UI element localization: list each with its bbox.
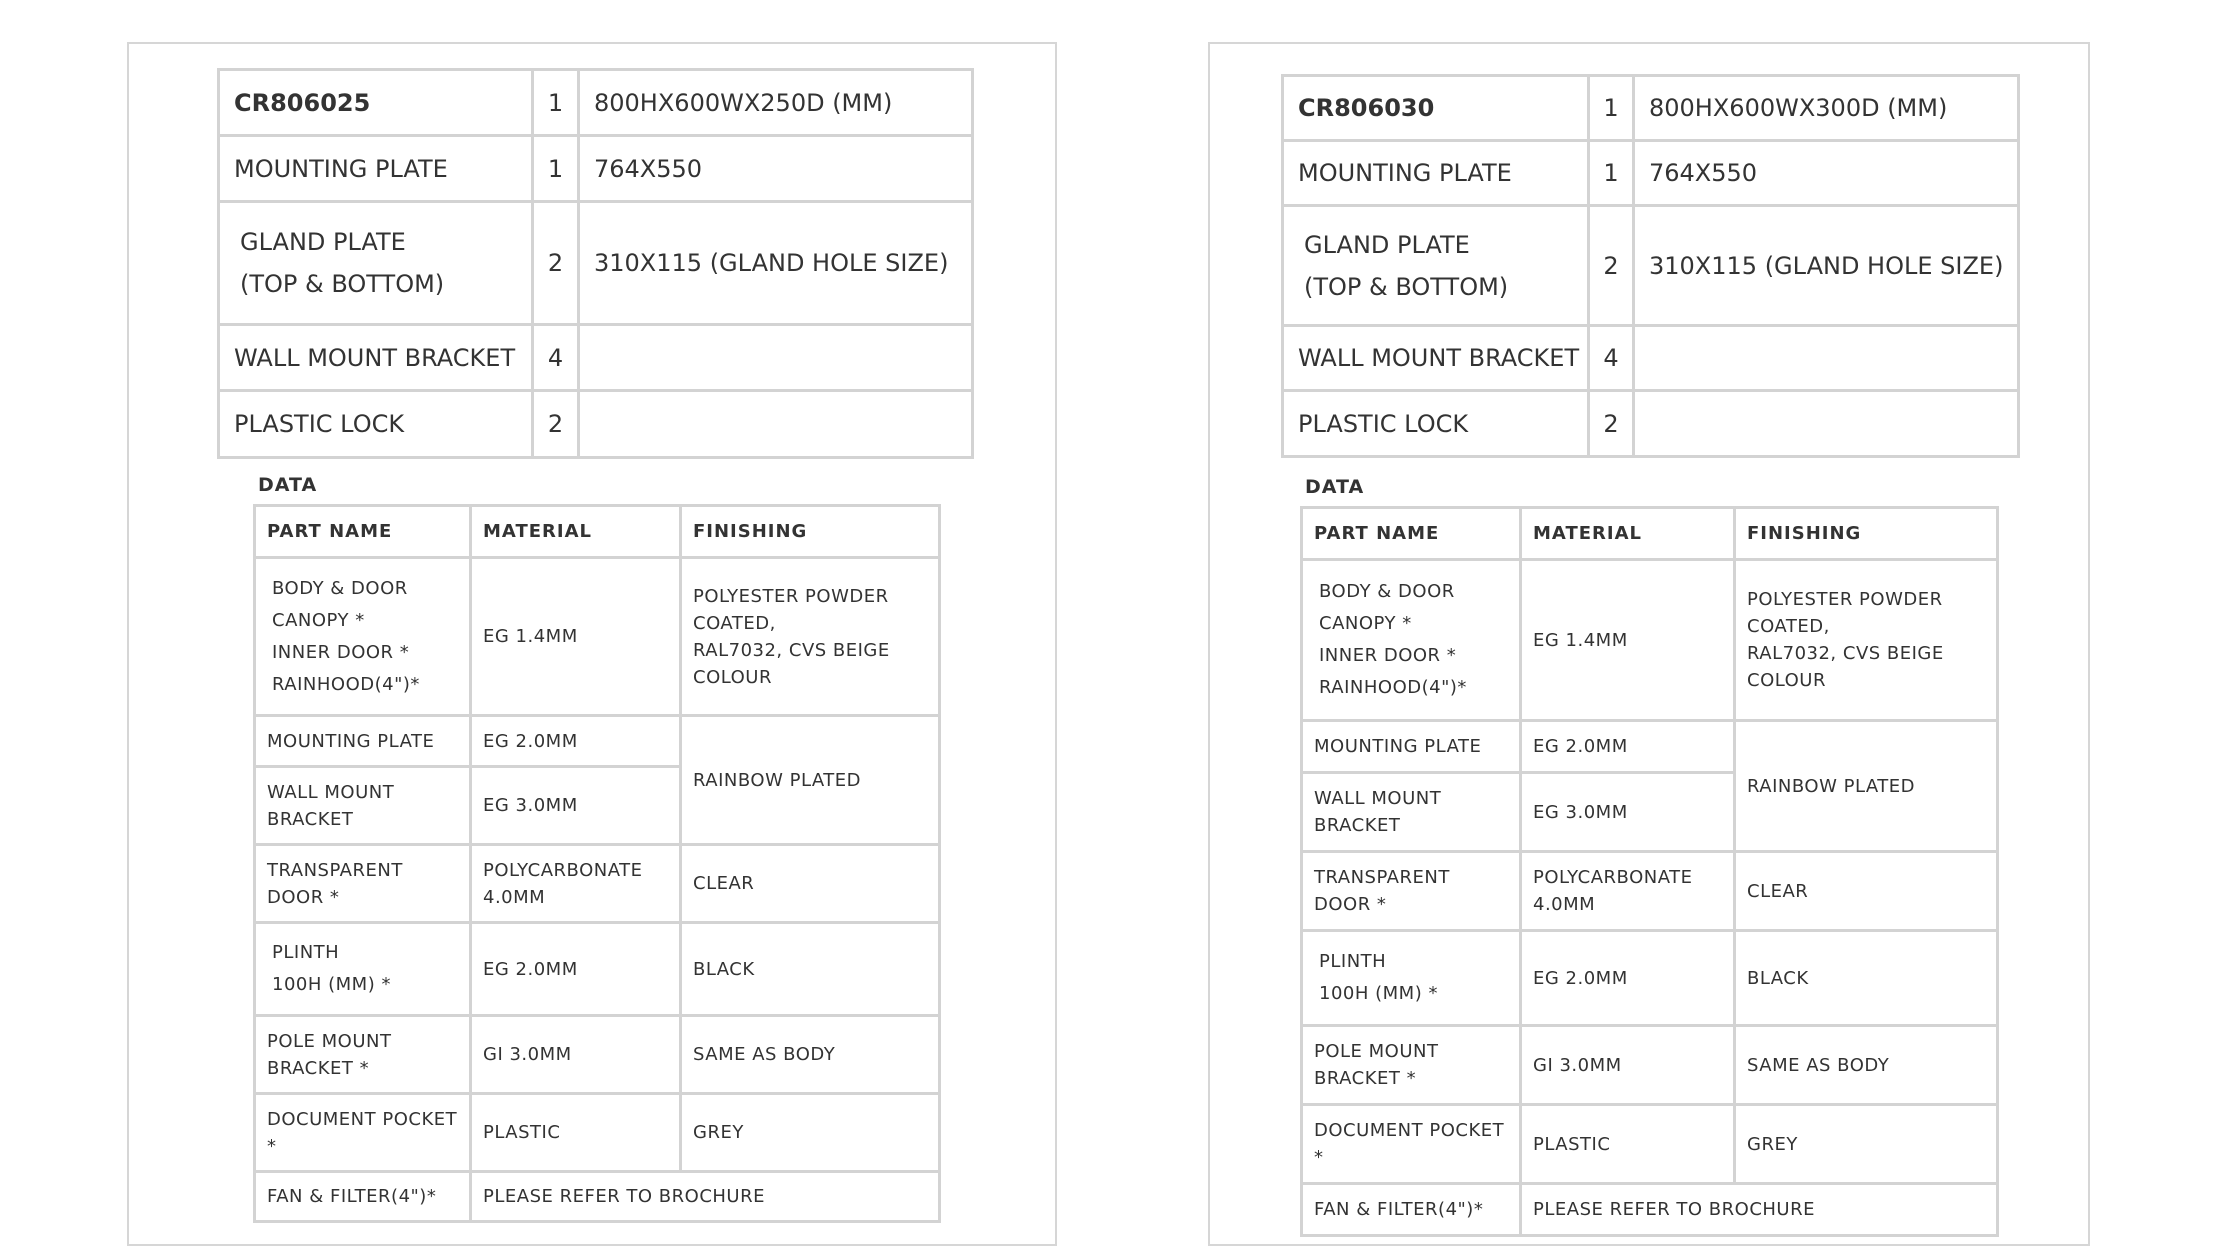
material-cell: GI 3.0MM (1521, 1026, 1735, 1105)
finishing-cell: RAINBOW PLATED (681, 716, 940, 845)
finishing-cell: RAINBOW PLATED (1735, 721, 1998, 852)
part-line: * (1314, 1147, 1324, 1168)
spec-row (219, 202, 973, 325)
part-line: PLINTH (1319, 951, 1387, 972)
part-line: POLE MOUNT (1314, 1041, 1439, 1062)
part-name-cell (1302, 560, 1521, 721)
spec-row (219, 325, 973, 391)
spec-row (1283, 76, 2019, 141)
part-line: TRANSPARENT (267, 859, 403, 881)
dimension-cell: 800HX600WX300D (MM) (1634, 76, 2019, 141)
material-cell: EG 2.0MM (471, 716, 681, 767)
part-name-cell: MOUNTING PLATE (1302, 721, 1521, 773)
material-cell: PLASTIC (471, 1094, 681, 1172)
qty-cell: 1 (533, 136, 579, 202)
finish-line: RAL7032, CVS BEIGE (693, 639, 890, 661)
material-data-table (1300, 506, 1999, 1237)
part-line: BRACKET (267, 808, 354, 830)
part-name-cell (255, 923, 471, 1016)
part-name-cell (1302, 773, 1521, 852)
material-line: POLYCARBONATE (483, 859, 643, 881)
dimension-cell: 800HX600WX250D (MM) (579, 70, 973, 136)
table-row (255, 1172, 940, 1222)
spec-row (1283, 326, 2019, 391)
item-name: MOUNTING PLATE (1283, 141, 1589, 206)
item-name: MOUNTING PLATE (219, 136, 533, 202)
material-header: MATERIAL (1521, 508, 1735, 560)
part-line: TRANSPARENT (1314, 867, 1450, 888)
spec-row (1283, 391, 2019, 457)
qty-cell: 1 (533, 70, 579, 136)
material-cell: EG 3.0MM (471, 767, 681, 845)
material-cell: GI 3.0MM (471, 1016, 681, 1094)
table-row (255, 923, 940, 1016)
data-heading: DATA (1305, 476, 1365, 498)
table-row (255, 1016, 940, 1094)
finishing-cell (681, 558, 940, 716)
part-line: WALL MOUNT (1314, 788, 1442, 809)
table-row (1302, 1184, 1998, 1236)
finishing-cell: SAME AS BODY (681, 1016, 940, 1094)
part-line: BRACKET * (1314, 1068, 1417, 1089)
note-cell: PLEASE REFER TO BROCHURE (1521, 1184, 1998, 1236)
dimension-cell: 310X115 (GLAND HOLE SIZE) (1634, 206, 2019, 326)
item-name: WALL MOUNT BRACKET (219, 325, 533, 391)
dimension-cell: 764X550 (579, 136, 973, 202)
spec-row (219, 70, 973, 136)
part-line: * (267, 1135, 277, 1157)
material-cell: EG 3.0MM (1521, 773, 1735, 852)
note-cell: PLEASE REFER TO BROCHURE (471, 1172, 940, 1222)
spec-row (1283, 206, 2019, 326)
table-row (255, 716, 940, 767)
item-name (219, 202, 533, 325)
table-row (1302, 721, 1998, 773)
part-name-header: PART NAME (1302, 508, 1521, 560)
part-line: RAINHOOD(4")* (1319, 677, 1467, 698)
part-name-cell: MOUNTING PLATE (255, 716, 471, 767)
part-line: CANOPY * (1319, 613, 1412, 634)
part-line: BRACKET (1314, 815, 1401, 836)
part-line: BODY & DOOR (1319, 581, 1455, 602)
part-line: DOCUMENT POCKET (1314, 1120, 1505, 1141)
dimension-cell (1634, 326, 2019, 391)
part-line: PLINTH (272, 942, 340, 963)
data-heading: DATA (258, 474, 318, 496)
part-line: POLE MOUNT (267, 1030, 392, 1052)
part-line: BODY & DOOR (272, 577, 408, 599)
model-code: CR806030 (1283, 76, 1589, 141)
part-line: DOOR * (1314, 894, 1387, 915)
material-line: 4.0MM (1533, 894, 1596, 915)
finish-line: COLOUR (693, 666, 772, 688)
item-name: PLASTIC LOCK (219, 391, 533, 458)
finishing-cell: CLEAR (1735, 852, 1998, 931)
header-row (1302, 508, 1998, 560)
material-cell: EG 2.0MM (471, 923, 681, 1016)
material-cell: EG 2.0MM (1521, 931, 1735, 1026)
material-cell: EG 1.4MM (471, 558, 681, 716)
material-line: POLYCARBONATE (1533, 867, 1693, 888)
material-cell (471, 845, 681, 923)
part-name-cell (1302, 931, 1521, 1026)
dimension-cell (579, 391, 973, 458)
part-name-cell (255, 1016, 471, 1094)
finish-line: COLOUR (1747, 670, 1826, 691)
material-cell: EG 2.0MM (1521, 721, 1735, 773)
spec-row (219, 136, 973, 202)
dimension-cell: 310X115 (GLAND HOLE SIZE) (579, 202, 973, 325)
finish-line: POLYESTER POWDER (693, 585, 889, 607)
material-cell: PLASTIC (1521, 1105, 1735, 1184)
material-cell (1521, 852, 1735, 931)
part-name-cell (1302, 852, 1521, 931)
header-row (255, 506, 940, 558)
table-row (1302, 560, 1998, 721)
finishing-cell: BLACK (681, 923, 940, 1016)
spec-row (1283, 141, 2019, 206)
qty-cell: 4 (533, 325, 579, 391)
finishing-cell: SAME AS BODY (1735, 1026, 1998, 1105)
table-row (255, 845, 940, 923)
part-line: RAINHOOD(4")* (272, 673, 420, 695)
part-name-cell (255, 845, 471, 923)
qty-cell: 2 (1589, 391, 1634, 457)
finish-line: POLYESTER POWDER (1747, 589, 1943, 610)
qty-cell: 2 (1589, 206, 1634, 326)
item-name: PLASTIC LOCK (1283, 391, 1589, 457)
material-cell: EG 1.4MM (1521, 560, 1735, 721)
item-name (1283, 206, 1589, 326)
table-row (1302, 1105, 1998, 1184)
qty-cell: 2 (533, 202, 579, 325)
part-name-cell: FAN & FILTER(4")* (1302, 1184, 1521, 1236)
part-line: WALL MOUNT (267, 781, 395, 803)
part-line: 100H (MM) * (272, 974, 391, 995)
part-line: 100H (MM) * (1319, 983, 1438, 1004)
table-row (1302, 931, 1998, 1026)
finish-line: RAL7032, CVS BEIGE (1747, 643, 1944, 664)
part-name-cell (255, 1094, 471, 1172)
qty-cell: 4 (1589, 326, 1634, 391)
part-line: CANOPY * (272, 609, 365, 631)
part-line: BRACKET * (267, 1057, 370, 1079)
qty-cell: 1 (1589, 76, 1634, 141)
finishing-cell: GREY (681, 1094, 940, 1172)
item-name: WALL MOUNT BRACKET (1283, 326, 1589, 391)
dimension-cell (579, 325, 973, 391)
part-line: INNER DOOR * (272, 641, 410, 663)
table-row (1302, 1026, 1998, 1105)
table-row (255, 558, 940, 716)
item-name-line: GLAND PLATE (1304, 230, 1470, 259)
finishing-cell: GREY (1735, 1105, 1998, 1184)
finishing-header: FINISHING (1735, 508, 1998, 560)
part-name-cell: FAN & FILTER(4")* (255, 1172, 471, 1222)
spec-table (1281, 74, 2020, 458)
material-header: MATERIAL (471, 506, 681, 558)
part-line: DOCUMENT POCKET (267, 1108, 458, 1130)
part-name-header: PART NAME (255, 506, 471, 558)
qty-cell: 1 (1589, 141, 1634, 206)
part-name-cell (1302, 1105, 1521, 1184)
material-data-table (253, 504, 941, 1223)
qty-cell: 2 (533, 391, 579, 458)
material-line: 4.0MM (483, 886, 546, 908)
spec-table (217, 68, 974, 459)
part-line: INNER DOOR * (1319, 645, 1457, 666)
finish-line: COATED, (693, 612, 776, 634)
finishing-cell (1735, 560, 1998, 721)
part-name-cell (255, 558, 471, 716)
dimension-cell: 764X550 (1634, 141, 2019, 206)
table-row (1302, 852, 1998, 931)
spec-row (219, 391, 973, 458)
item-name-line: GLAND PLATE (240, 228, 406, 256)
part-name-cell (255, 767, 471, 845)
item-name-line: (TOP & BOTTOM) (240, 270, 445, 298)
finishing-cell: BLACK (1735, 931, 1998, 1026)
finishing-cell: CLEAR (681, 845, 940, 923)
item-name-line: (TOP & BOTTOM) (1304, 272, 1509, 301)
dimension-cell (1634, 391, 2019, 457)
model-code: CR806025 (219, 70, 533, 136)
finishing-header: FINISHING (681, 506, 940, 558)
table-row (255, 1094, 940, 1172)
part-line: DOOR * (267, 886, 340, 908)
part-name-cell (1302, 1026, 1521, 1105)
finish-line: COATED, (1747, 616, 1830, 637)
